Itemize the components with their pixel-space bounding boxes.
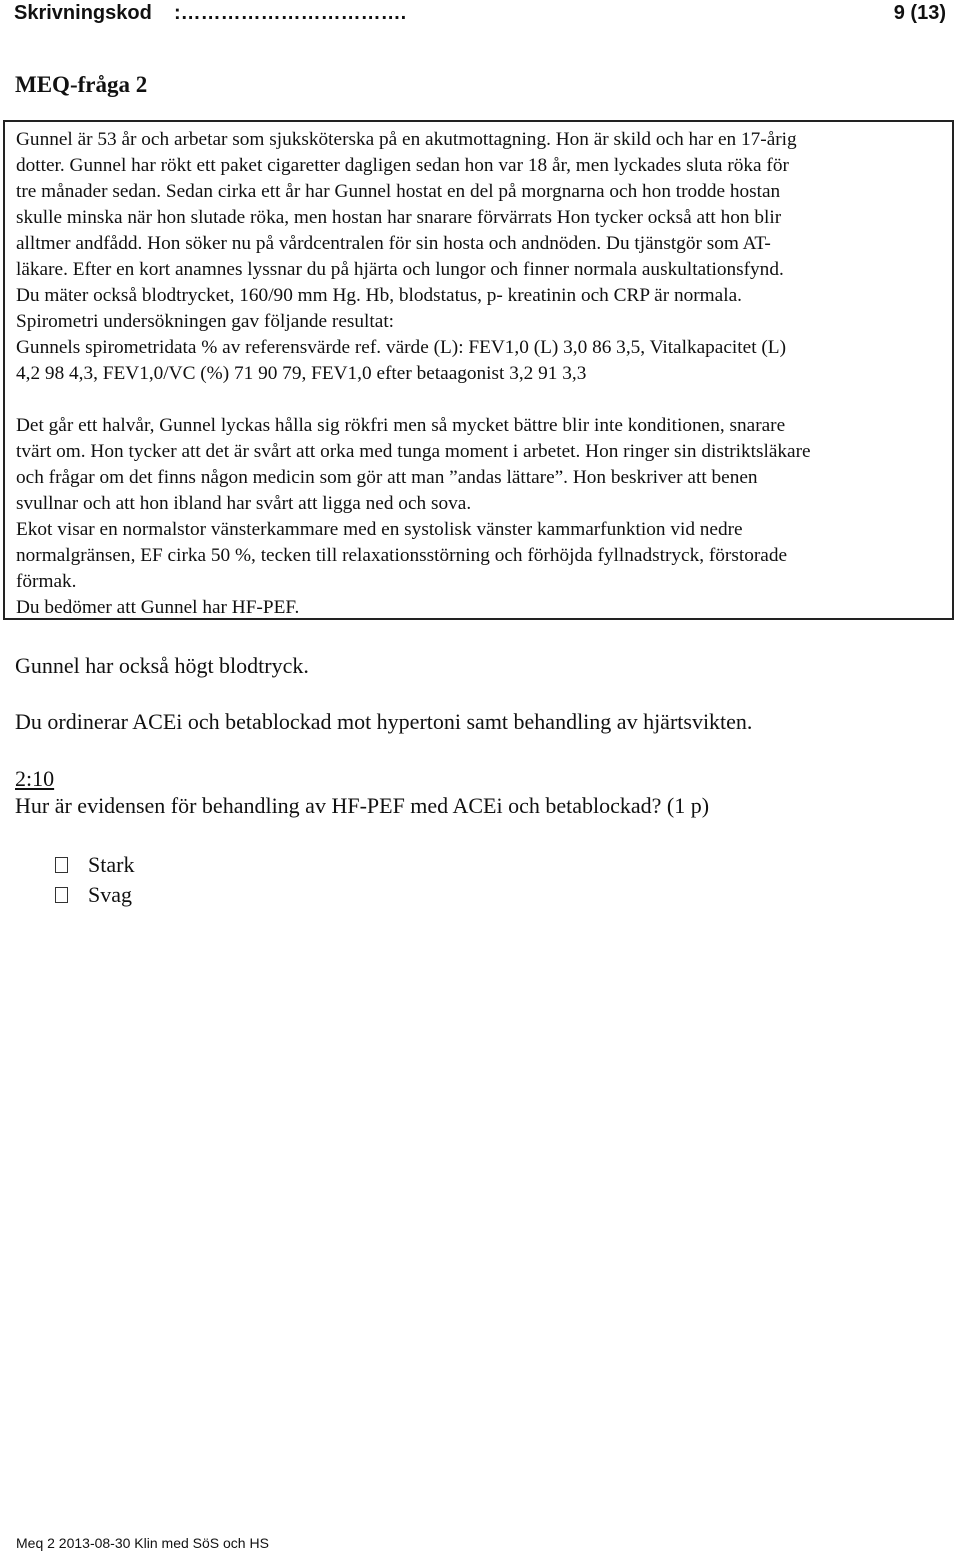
- case-line: alltmer andfådd. Hon söker nu på vårdcentralen för sin hosta och andnöden. Du tjänstgör som AT-: [16, 233, 771, 254]
- statement-treatment: Du ordinerar ACEi och betablockad mot hypertoni samt behandling av hjärtsvikten.: [15, 709, 753, 734]
- page-number: 9 (13): [893, 2, 946, 24]
- case-line: Spirometri undersökningen gav följande resultat:: [16, 311, 395, 332]
- case-description-box: [3, 120, 954, 620]
- option-svag[interactable]: [55, 880, 134, 910]
- option-label: Svag: [88, 882, 132, 907]
- case-line: svullnar och att hon ibland har svårt att ligga ned och sova.: [16, 493, 472, 514]
- page-header: [14, 0, 946, 30]
- question-text: Hur är evidensen för behandling av HF-PEF med ACEi och betablockad? (1 p): [15, 793, 710, 818]
- option-stark[interactable]: [55, 850, 134, 880]
- case-line: tvärt om. Hon tycker att det är svårt att orka med tunga moment i arbetet. Hon ringer sin distriktsläkare: [16, 441, 811, 462]
- case-line: Gunnel är 53 år och arbetar som sjuksköterska på en akutmottagning. Hon är skild och har en 17-årig: [16, 129, 797, 150]
- checkbox-icon[interactable]: [55, 857, 68, 873]
- statement-blood-pressure: Gunnel har också högt blodtryck.: [15, 653, 309, 678]
- answer-options: [55, 850, 134, 910]
- question-number: 2:10: [15, 766, 55, 791]
- case-line: och frågar om det finns någon medicin som gör att man ”andas lättare”. Hon beskriver att benen: [16, 467, 758, 488]
- exam-code-field: :…………………………….: [174, 2, 407, 24]
- case-line: Du bedömer att Gunnel har HF-PEF.: [16, 597, 300, 618]
- case-line: 4,2 98 4,3, FEV1,0/VC (%) 71 90 79, FEV1,0 efter betaagonist 3,2 91 3,3: [16, 363, 587, 384]
- case-line: läkare. Efter en kort anamnes lyssnar du på hjärta och lungor och finner normala auskultationsfynd.: [16, 259, 784, 280]
- case-line: Det går ett halvår, Gunnel lyckas hålla sig rökfri men så mycket bättre blir inte konditionen, snarare: [16, 415, 786, 436]
- exam-code-label: Skrivningskod: [14, 2, 152, 24]
- case-line: dotter. Gunnel har rökt ett paket cigaretter dagligen sedan hon var 18 år, men lyckades sluta röka för: [16, 155, 789, 176]
- option-label: Stark: [88, 852, 135, 877]
- case-line: skulle minska när hon slutade röka, men hostan har snarare förvärrats Hon tycker också att hon blir: [16, 207, 782, 228]
- case-line: förmak.: [16, 571, 77, 592]
- page-title: MEQ-fråga 2: [15, 72, 148, 97]
- case-line: tre månader sedan. Sedan cirka ett år har Gunnel hostat en del på morgnarna och hon trodde hostan: [16, 181, 781, 202]
- page-footer: Meq 2 2013-08-30 Klin med SöS och HS: [16, 1535, 269, 1551]
- case-line: Du mäter också blodtrycket, 160/90 mm Hg. Hb, blodstatus, p- kreatinin och CRP är normala.: [16, 285, 742, 306]
- case-line: normalgränsen, EF cirka 50 %, tecken till relaxationsstörning och förhöjda fyllnadstryck, förstorade: [16, 545, 788, 566]
- case-line: Gunnels spirometridata % av referensvärde ref. värde (L): FEV1,0 (L) 3,0 86 3,5, Vitalkapacitet (L): [16, 337, 786, 358]
- case-line: Ekot visar en normalstor vänsterkammare med en systolisk vänster kammarfunktion vid nedre: [16, 519, 743, 540]
- checkbox-icon[interactable]: [55, 887, 68, 903]
